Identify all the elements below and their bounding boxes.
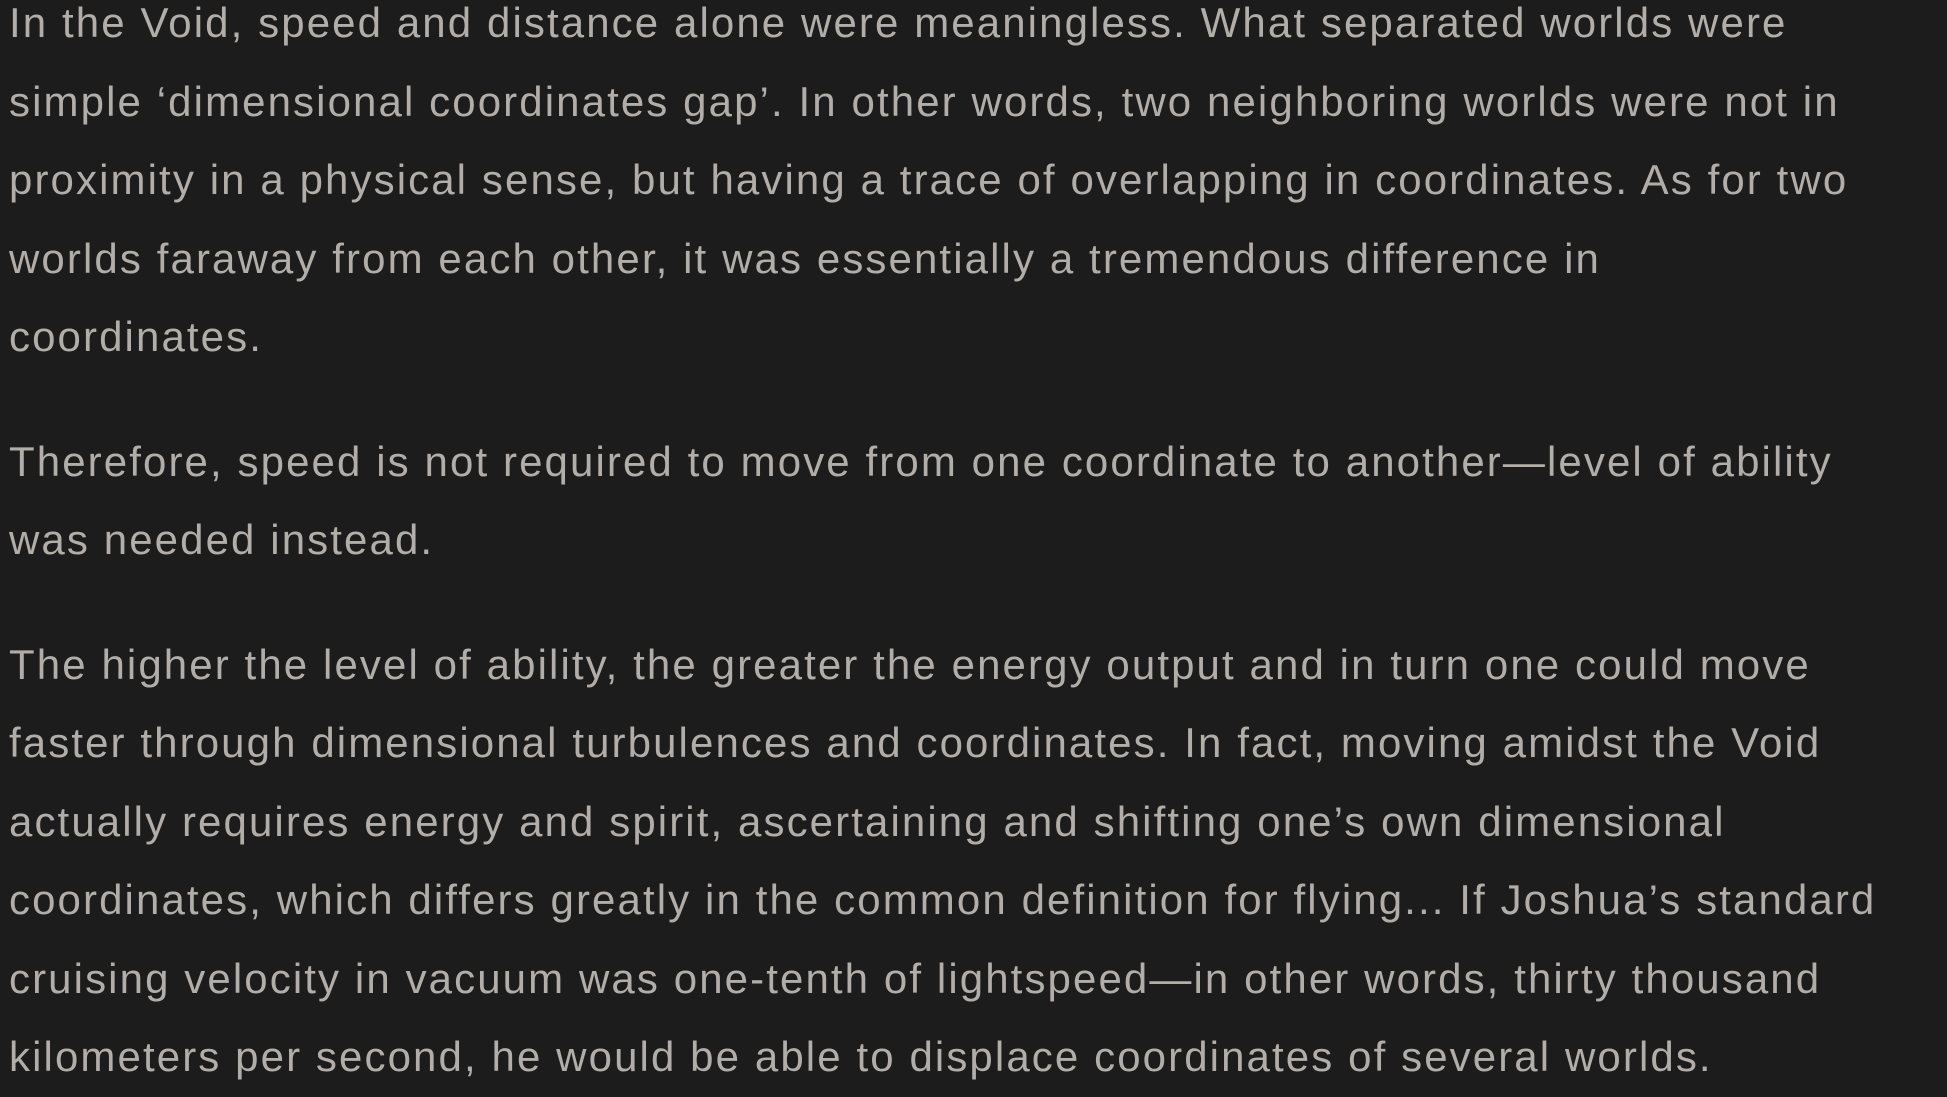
text-line: cruising velocity in vacuum was one-tenth of lightspeed—in other words, thirty thousand xyxy=(9,954,1822,1002)
text-line: was needed instead. xyxy=(9,516,435,563)
text-line: worlds faraway from each other, it was essentially a tremendous difference in xyxy=(9,234,1601,282)
paragraph xyxy=(9,626,1938,1097)
text-line: The higher the level of ability, the greater the energy output and in turn one could move xyxy=(9,640,1811,688)
text-line: simple ‘dimensional coordinates gap’. In other words, two neighboring worlds were not in xyxy=(9,77,1840,125)
text-line: proximity in a physical sense, but having a trace of overlapping in coordinates. As for two xyxy=(9,156,1849,203)
paragraph xyxy=(9,423,1938,580)
text-line: In the Void, speed and distance alone were meaningless. What separated worlds were xyxy=(9,0,1788,46)
paragraph xyxy=(9,0,1938,377)
text-line: faster through dimensional turbulences and coordinates. In fact, moving amidst the Void xyxy=(9,719,1822,766)
text-line: kilometers per second, he would be able to displace coordinates of several worlds. xyxy=(9,1033,1713,1080)
text-line: Therefore, speed is not required to move from one coordinate to another—level of ability xyxy=(9,437,1833,485)
text-line: coordinates. xyxy=(9,313,264,360)
text-line: actually requires energy and spirit, ascertaining and shifting one’s own dimensional xyxy=(9,797,1726,845)
chapter-text xyxy=(9,0,1938,1097)
text-line: coordinates, which differs greatly in the common definition for flying... If Joshua’s standard xyxy=(9,876,1877,923)
